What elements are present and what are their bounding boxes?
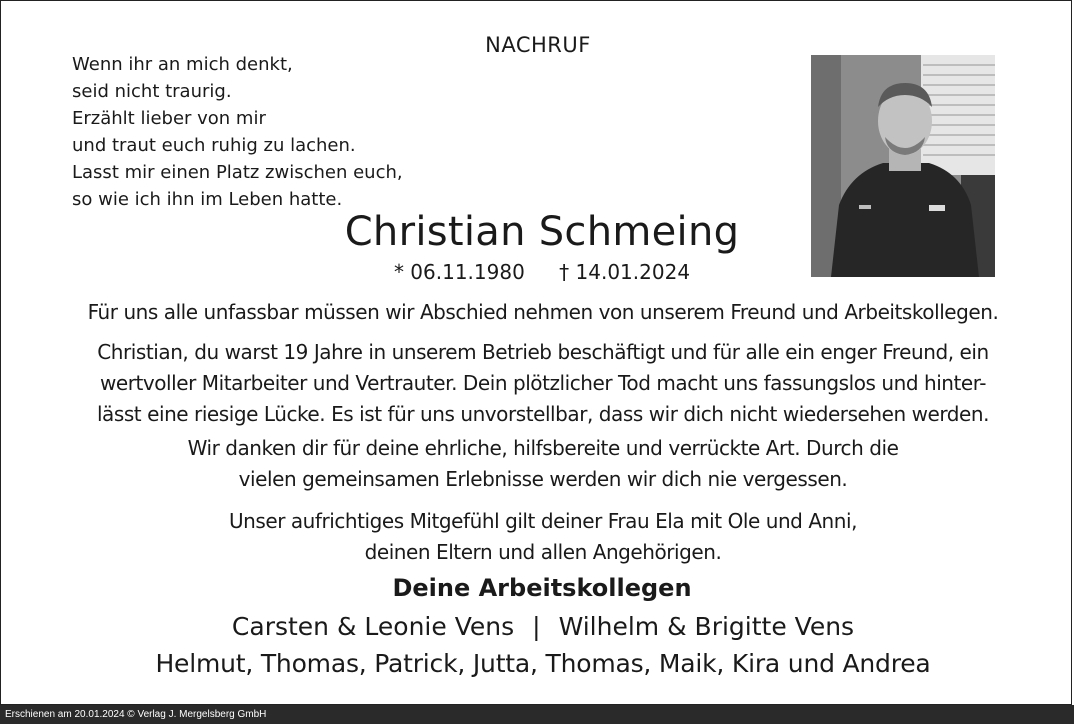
paragraph-line: Unser aufrichtiges Mitgefühl gilt deiner Frau Ela mit Ole und Anni, — [228, 509, 858, 533]
birth-date: * 06.11.1980 — [393, 260, 525, 284]
poem-line: Lasst mir einen Platz zwischen euch, — [72, 162, 403, 183]
paragraph-line: vielen gemeinsamen Erlebnisse werden wir dich nie vergessen. — [238, 467, 848, 491]
poem-line: Wenn ihr an mich denkt, — [72, 54, 293, 75]
paragraph-line: Für uns alle unfassbar müssen wir Abschied nehmen von unserem Freund und Arbeitskollegen. — [87, 300, 999, 324]
signoff: Deine Arbeitskollegen — [392, 574, 692, 602]
poem-line: so wie ich ihn im Leben hatte. — [72, 189, 343, 210]
names-separator: | — [532, 612, 541, 641]
paragraph-line: Christian, du warst 19 Jahre in unserem Betrieb beschäftigt und für alle ein enger Freund, ein — [97, 340, 989, 364]
publication-footer: Erschienen am 20.01.2024 © Verlag J. Mergelsberg GmbH — [0, 705, 1074, 724]
death-date: † 14.01.2024 — [559, 260, 691, 284]
paragraph-condolence — [1, 506, 1074, 568]
names-left: Carsten & Leonie Vens — [231, 612, 515, 641]
paragraph-thanks — [1, 433, 1074, 495]
paragraph-farewell — [1, 297, 1074, 328]
poem-line: und traut euch ruhig zu lachen. — [72, 135, 356, 156]
paragraph-line: Wir danken dir für deine ehrliche, hilfsbereite und verrückte Art. Durch die — [187, 436, 899, 460]
deceased-name: Christian Schmeing — [344, 209, 740, 255]
notice-heading: NACHRUF — [485, 33, 591, 57]
names-line-2: Helmut, Thomas, Patrick, Jutta, Thomas, Maik, Kira und Andrea — [155, 649, 931, 678]
poem — [72, 51, 403, 213]
paragraph-line: lässt eine riesige Lücke. Es ist für uns unvorstellbar, dass wir dich nicht wiedersehen werden. — [96, 402, 990, 426]
paragraph-line: wertvoller Mitarbeiter und Vertrauter. Dein plötzlicher Tod macht uns fassungslos und hinter- — [99, 371, 987, 395]
names-line-1 — [1, 612, 1074, 641]
life-dates — [1, 260, 1074, 284]
poem-line: Erzählt lieber von mir — [72, 108, 266, 129]
names-right: Wilhelm & Brigitte Vens — [558, 612, 855, 641]
paragraph-line: deinen Eltern und allen Angehörigen. — [364, 540, 722, 564]
poem-line: seid nicht traurig. — [72, 81, 232, 102]
paragraph-tribute — [1, 337, 1074, 430]
